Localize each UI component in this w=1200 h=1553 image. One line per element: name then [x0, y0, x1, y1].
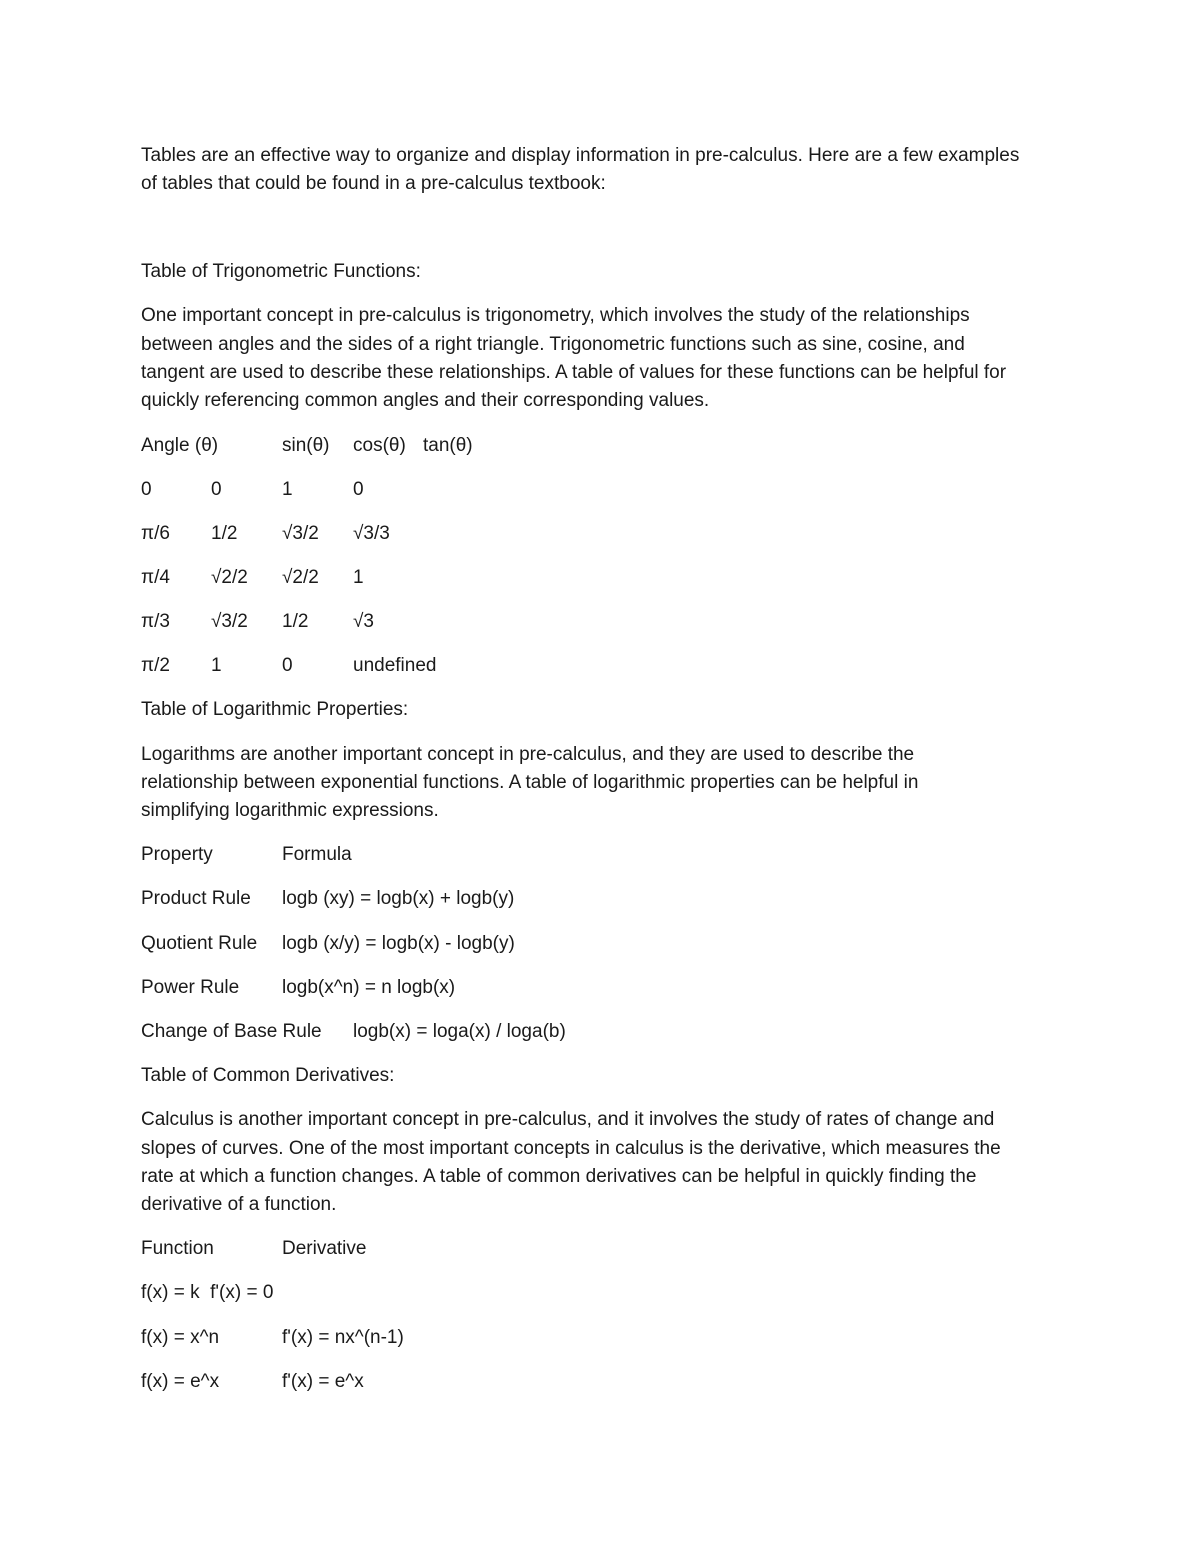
- log-paragraph-line-1: Logarithms are another important concept in pre-calculus, and they are used to describe the: [141, 744, 915, 765]
- trig-cell: √2/2: [282, 567, 319, 588]
- trig-cell: √3: [353, 611, 374, 632]
- trig-cell: 0: [282, 655, 293, 676]
- trig-header-sin: sin(θ): [282, 435, 330, 456]
- log-cell: logb (xy) = logb(x) + logb(y): [282, 888, 515, 909]
- log-cell: Quotient Rule: [141, 933, 258, 954]
- trig-cell: √2/2: [211, 567, 248, 588]
- trig-cell: undefined: [353, 655, 437, 676]
- trig-header-cos: cos(θ): [353, 435, 406, 456]
- log-cell: Change of Base Rule: [141, 1021, 322, 1042]
- log-cell: Power Rule: [141, 977, 240, 998]
- trig-cell: 1: [211, 655, 222, 676]
- trig-cell: 1/2: [211, 523, 238, 544]
- trig-cell: 1: [282, 479, 293, 500]
- deriv-cell: f(x) = x^n: [141, 1327, 220, 1348]
- log-paragraph-line-3: simplifying logarithmic expressions.: [141, 800, 439, 821]
- log-cell: Product Rule: [141, 888, 251, 909]
- deriv-paragraph-line-1: Calculus is another important concept in pre-calculus, and it involves the study of rates of change and: [141, 1109, 995, 1130]
- log-header-formula: Formula: [282, 844, 352, 865]
- deriv-cell: f'(x) = e^x: [282, 1371, 364, 1392]
- trig-cell: 1: [353, 567, 364, 588]
- deriv-paragraph-line-4: derivative of a function.: [141, 1194, 337, 1215]
- trig-cell: π/2: [141, 655, 170, 676]
- trig-cell: π/4: [141, 567, 170, 588]
- trig-paragraph-line-4: quickly referencing common angles and their corresponding values.: [141, 390, 710, 411]
- intro-line-2: of tables that could be found in a pre-calculus textbook:: [141, 173, 606, 194]
- log-paragraph-line-2: relationship between exponential functions. A table of logarithmic properties can be helpful in: [141, 772, 919, 793]
- intro-line-1: Tables are an effective way to organize and display information in pre-calculus. Here are a few examples: [141, 145, 1020, 166]
- trig-header-tan: tan(θ): [423, 435, 473, 456]
- log-header-property: Property: [141, 844, 213, 865]
- deriv-inline-row: f(x) = k f'(x) = 0: [141, 1282, 274, 1303]
- trig-cell: 1/2: [282, 611, 309, 632]
- deriv-cell: f(x) = e^x: [141, 1371, 220, 1392]
- trig-paragraph-line-1: One important concept in pre-calculus is trigonometry, which involves the study of the relationships: [141, 305, 970, 326]
- trig-header-angle: Angle (θ): [141, 435, 219, 456]
- deriv-heading: Table of Common Derivatives:: [141, 1065, 395, 1086]
- trig-cell: √3/2: [211, 611, 248, 632]
- trig-paragraph-line-3: tangent are used to describe these relationships. A table of values for these functions can be helpful for: [141, 362, 1007, 383]
- log-cell: logb (x/y) = logb(x) - logb(y): [282, 933, 515, 954]
- trig-paragraph-line-2: between angles and the sides of a right triangle. Trigonometric functions such as sine, cosine, and: [141, 334, 965, 355]
- trig-cell: √3/2: [282, 523, 319, 544]
- trig-cell: π/6: [141, 523, 170, 544]
- deriv-header-derivative: Derivative: [282, 1238, 367, 1259]
- trig-cell: π/3: [141, 611, 170, 632]
- deriv-paragraph-line-2: slopes of curves. One of the most important concepts in calculus is the derivative, which measures the: [141, 1138, 1001, 1159]
- trig-cell: 0: [353, 479, 364, 500]
- log-cell: logb(x) = loga(x) / loga(b): [353, 1021, 566, 1042]
- log-heading: Table of Logarithmic Properties:: [141, 699, 409, 720]
- trig-cell: 0: [211, 479, 222, 500]
- trig-cell: 0: [141, 479, 152, 500]
- trig-cell: √3/3: [353, 523, 390, 544]
- deriv-header-function: Function: [141, 1238, 214, 1259]
- trig-heading: Table of Trigonometric Functions:: [141, 261, 421, 282]
- deriv-paragraph-line-3: rate at which a function changes. A table of common derivatives can be helpful in quickly finding the: [141, 1166, 977, 1187]
- deriv-cell: f'(x) = nx^(n-1): [282, 1327, 404, 1348]
- log-cell: logb(x^n) = n logb(x): [282, 977, 456, 998]
